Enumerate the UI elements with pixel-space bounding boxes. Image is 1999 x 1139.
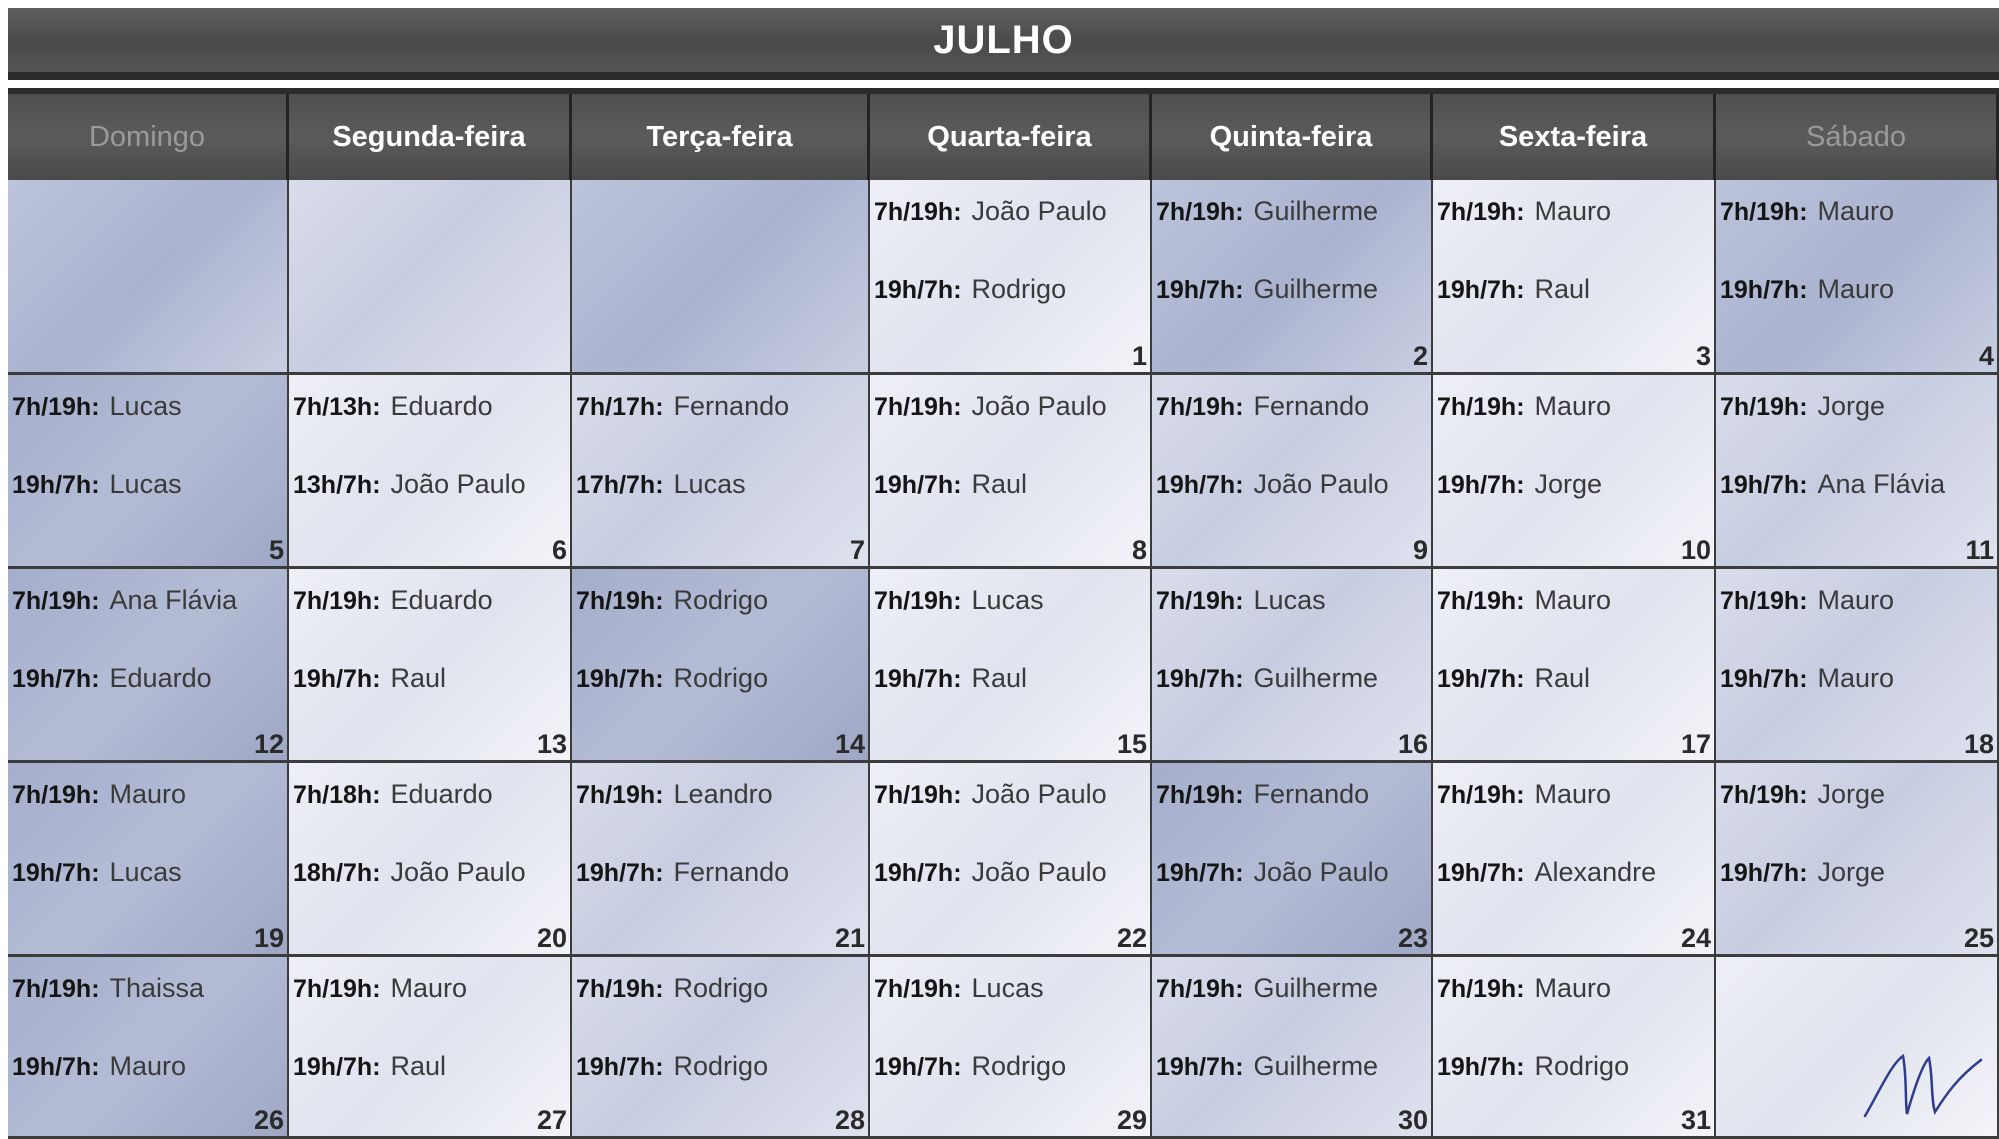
shift-time-label: 19h/7h:: [874, 665, 962, 693]
weekday-header: Sexta-feira: [1433, 94, 1716, 180]
shift-entry: [1437, 779, 1712, 810]
day-number: 15: [1116, 729, 1147, 759]
shift-entry: [1720, 469, 1995, 500]
shift-person-name: Mauro: [109, 779, 187, 809]
shift-time-label: 19h/7h:: [874, 859, 962, 887]
shift-entry: [293, 663, 568, 694]
weekday-header: Sábado: [1716, 94, 1999, 180]
shift-time-label: 7h/19h:: [293, 975, 381, 1003]
shift-person-name: João Paulo: [971, 196, 1107, 226]
day-cell: [1433, 957, 1716, 1139]
shift-person-name: Raul: [971, 469, 1028, 499]
shift-time-label: 13h/7h:: [293, 471, 381, 499]
day-number: 24: [1680, 923, 1711, 953]
shift-entry: [576, 779, 866, 810]
day-number: 13: [536, 729, 567, 759]
shift-time-label: 19h/7h:: [12, 859, 100, 887]
shift-entry: [874, 469, 1148, 500]
shift-time-label: 19h/7h:: [293, 1053, 381, 1081]
empty-day-cell: [289, 180, 572, 375]
shift-person-name: Guilherme: [1253, 973, 1379, 1003]
shift-time-label: 7h/19h:: [1437, 587, 1525, 615]
shift-entry: [1720, 391, 1995, 422]
shift-person-name: Fernando: [673, 857, 790, 887]
shift-entry: [1437, 857, 1712, 888]
day-number: 28: [834, 1105, 865, 1135]
shift-entry: [874, 663, 1148, 694]
shift-entry: [874, 973, 1148, 1004]
shift-time-label: 19h/7h:: [1720, 665, 1808, 693]
day-cell: [1716, 763, 1999, 957]
day-number: 5: [268, 535, 284, 565]
shift-time-label: 7h/19h:: [1720, 198, 1808, 226]
shift-time-label: 7h/19h:: [1156, 198, 1244, 226]
day-cell: [1152, 569, 1433, 763]
shift-time-label: 19h/7h:: [576, 859, 664, 887]
shift-entry: [1720, 779, 1995, 810]
shift-person-name: Lucas: [1253, 585, 1326, 615]
shift-time-label: 19h/7h:: [1437, 471, 1525, 499]
empty-day-cell: [1716, 957, 1999, 1139]
shift-time-label: 7h/19h:: [12, 975, 100, 1003]
shift-entry: [1720, 663, 1995, 694]
shift-time-label: 7h/19h:: [1437, 198, 1525, 226]
shift-time-label: 19h/7h:: [1156, 1053, 1244, 1081]
day-cell: [1152, 957, 1433, 1139]
day-cell: [289, 569, 572, 763]
shift-time-label: 19h/7h:: [576, 1053, 664, 1081]
shift-time-label: 19h/7h:: [1720, 859, 1808, 887]
shift-person-name: Mauro: [1534, 196, 1612, 226]
shift-entry: [1156, 973, 1429, 1004]
shift-time-label: 19h/7h:: [12, 1053, 100, 1081]
shift-entry: [874, 274, 1148, 305]
shift-person-name: Jorge: [1817, 391, 1886, 421]
day-cell: [870, 375, 1152, 569]
shift-person-name: Eduardo: [109, 663, 212, 693]
shift-time-label: 7h/19h:: [576, 781, 664, 809]
day-cell: [1716, 569, 1999, 763]
shift-time-label: 19h/7h:: [576, 665, 664, 693]
shift-person-name: Lucas: [109, 391, 182, 421]
shift-time-label: 7h/19h:: [12, 781, 100, 809]
weekday-header-row: [8, 94, 1999, 180]
shift-entry: [12, 391, 285, 422]
shift-time-label: 7h/19h:: [1437, 781, 1525, 809]
day-cell: [870, 763, 1152, 957]
shift-entry: [293, 857, 568, 888]
empty-day-cell: [572, 180, 870, 375]
shift-entry: [1720, 585, 1995, 616]
shift-person-name: Ana Flávia: [109, 585, 238, 615]
day-cell: [8, 763, 289, 957]
day-number: 14: [834, 729, 865, 759]
shift-time-label: 19h/7h:: [1720, 471, 1808, 499]
weekday-header: Quarta-feira: [870, 94, 1152, 180]
shift-person-name: Raul: [1534, 274, 1591, 304]
calendar-grid: [8, 180, 1999, 1139]
shift-person-name: Raul: [1534, 663, 1591, 693]
shift-person-name: Raul: [390, 663, 447, 693]
shift-person-name: Fernando: [673, 391, 790, 421]
day-cell: [1152, 180, 1433, 375]
shift-person-name: Jorge: [1817, 779, 1886, 809]
shift-time-label: 7h/19h:: [874, 781, 962, 809]
shift-person-name: Raul: [390, 1051, 447, 1081]
shift-person-name: Lucas: [109, 469, 182, 499]
day-cell: [870, 569, 1152, 763]
shift-time-label: 7h/19h:: [1720, 781, 1808, 809]
shift-person-name: Mauro: [1534, 391, 1612, 421]
shift-entry: [874, 391, 1148, 422]
day-cell: [870, 957, 1152, 1139]
shift-person-name: Jorge: [1534, 469, 1603, 499]
day-cell: [8, 957, 289, 1139]
day-cell: [1433, 180, 1716, 375]
shift-entry: [1156, 779, 1429, 810]
shift-entry: [1437, 663, 1712, 694]
weekday-header: Quinta-feira: [1152, 94, 1433, 180]
day-cell: [8, 375, 289, 569]
shift-time-label: 7h/19h:: [874, 198, 962, 226]
shift-entry: [1437, 391, 1712, 422]
shift-entry: [1720, 857, 1995, 888]
day-number: 20: [536, 923, 567, 953]
shift-person-name: Mauro: [1817, 663, 1895, 693]
shift-entry: [874, 585, 1148, 616]
shift-person-name: Eduardo: [390, 391, 493, 421]
day-number: 23: [1397, 923, 1428, 953]
shift-entry: [1437, 585, 1712, 616]
shift-entry: [1156, 196, 1429, 227]
day-number: 7: [849, 535, 865, 565]
day-number: 3: [1695, 341, 1711, 371]
shift-entry: [1437, 469, 1712, 500]
empty-day-cell: [8, 180, 289, 375]
shift-person-name: Mauro: [109, 1051, 187, 1081]
shift-time-label: 19h/7h:: [1156, 665, 1244, 693]
shift-time-label: 19h/7h:: [1156, 471, 1244, 499]
shift-person-name: Guilherme: [1253, 1051, 1379, 1081]
shift-person-name: Rodrigo: [673, 585, 769, 615]
day-cell: [572, 957, 870, 1139]
shift-entry: [293, 469, 568, 500]
shift-entry: [1720, 274, 1995, 305]
shift-time-label: 7h/19h:: [1437, 393, 1525, 421]
shift-entry: [293, 1051, 568, 1082]
day-cell: [1433, 375, 1716, 569]
shift-person-name: Rodrigo: [673, 663, 769, 693]
shift-person-name: Lucas: [673, 469, 746, 499]
day-cell: [1433, 763, 1716, 957]
shift-time-label: 7h/19h:: [576, 975, 664, 1003]
day-number: 16: [1397, 729, 1428, 759]
day-number: 18: [1963, 729, 1994, 759]
day-number: 27: [536, 1105, 567, 1135]
shift-person-name: João Paulo: [1253, 857, 1389, 887]
shift-entry: [1156, 585, 1429, 616]
day-number: 30: [1397, 1105, 1428, 1135]
day-cell: [8, 569, 289, 763]
weekday-header: Terça-feira: [572, 94, 870, 180]
shift-time-label: 7h/19h:: [1156, 781, 1244, 809]
shift-time-label: 7h/19h:: [12, 393, 100, 421]
day-number: 9: [1412, 535, 1428, 565]
shift-entry: [1156, 857, 1429, 888]
day-number: 1: [1131, 341, 1147, 371]
calendar: [8, 8, 1999, 1139]
shift-entry: [576, 663, 866, 694]
shift-person-name: Eduardo: [390, 585, 493, 615]
shift-entry: [576, 973, 866, 1004]
day-number: 6: [551, 535, 567, 565]
shift-time-label: 19h/7h:: [1156, 276, 1244, 304]
shift-person-name: Raul: [971, 663, 1028, 693]
shift-person-name: Fernando: [1253, 391, 1370, 421]
weekday-header: Domingo: [8, 94, 289, 180]
shift-entry: [1156, 469, 1429, 500]
signature-icon: [1857, 1016, 1997, 1136]
day-cell: [289, 763, 572, 957]
shift-entry: [874, 857, 1148, 888]
day-number: 21: [834, 923, 865, 953]
shift-entry: [1156, 1051, 1429, 1082]
shift-person-name: João Paulo: [390, 469, 526, 499]
month-title: JULHO: [8, 8, 1999, 72]
shift-entry: [874, 196, 1148, 227]
shift-time-label: 7h/19h:: [874, 587, 962, 615]
shift-time-label: 19h/7h:: [1437, 665, 1525, 693]
day-number: 25: [1963, 923, 1994, 953]
shift-time-label: 7h/17h:: [576, 393, 664, 421]
shift-time-label: 7h/19h:: [1720, 393, 1808, 421]
day-number: 19: [253, 923, 284, 953]
shift-time-label: 19h/7h:: [1437, 276, 1525, 304]
shift-entry: [293, 391, 568, 422]
shift-time-label: 7h/19h:: [293, 587, 381, 615]
shift-time-label: 19h/7h:: [12, 665, 100, 693]
shift-person-name: Mauro: [1817, 274, 1895, 304]
day-number: 8: [1131, 535, 1147, 565]
shift-person-name: Rodrigo: [673, 973, 769, 1003]
shift-time-label: 19h/7h:: [1156, 859, 1244, 887]
shift-time-label: 19h/7h:: [1720, 276, 1808, 304]
shift-person-name: João Paulo: [1253, 469, 1389, 499]
shift-person-name: Eduardo: [390, 779, 493, 809]
shift-entry: [293, 779, 568, 810]
day-cell: [870, 180, 1152, 375]
shift-person-name: Fernando: [1253, 779, 1370, 809]
day-number: 22: [1116, 923, 1147, 953]
shift-entry: [293, 585, 568, 616]
day-cell: [1716, 375, 1999, 569]
shift-entry: [576, 585, 866, 616]
shift-entry: [12, 469, 285, 500]
day-cell: [1152, 375, 1433, 569]
shift-entry: [12, 973, 285, 1004]
day-cell: [1716, 180, 1999, 375]
shift-person-name: Jorge: [1817, 857, 1886, 887]
shift-entry: [12, 663, 285, 694]
day-number: 10: [1680, 535, 1711, 565]
shift-person-name: Mauro: [390, 973, 468, 1003]
weekday-header: Segunda-feira: [289, 94, 572, 180]
shift-person-name: João Paulo: [971, 391, 1107, 421]
shift-entry: [576, 391, 866, 422]
shift-entry: [576, 1051, 866, 1082]
shift-entry: [12, 779, 285, 810]
shift-person-name: Lucas: [971, 585, 1044, 615]
shift-entry: [1156, 391, 1429, 422]
shift-time-label: 7h/19h:: [874, 393, 962, 421]
shift-person-name: Rodrigo: [673, 1051, 769, 1081]
shift-time-label: 7h/19h:: [576, 587, 664, 615]
shift-entry: [1720, 196, 1995, 227]
day-number: 26: [253, 1105, 284, 1135]
shift-person-name: Ana Flávia: [1817, 469, 1946, 499]
day-number: 17: [1680, 729, 1711, 759]
day-cell: [572, 375, 870, 569]
day-number: 11: [1965, 535, 1994, 565]
shift-entry: [293, 973, 568, 1004]
shift-person-name: Rodrigo: [971, 274, 1067, 304]
shift-person-name: Guilherme: [1253, 196, 1379, 226]
day-cell: [289, 957, 572, 1139]
shift-time-label: 7h/19h:: [1437, 975, 1525, 1003]
shift-time-label: 7h/19h:: [12, 587, 100, 615]
day-number: 2: [1412, 341, 1428, 371]
shift-person-name: Alexandre: [1534, 857, 1657, 887]
shift-entry: [576, 857, 866, 888]
shift-time-label: 7h/13h:: [293, 393, 381, 421]
shift-time-label: 7h/19h:: [1156, 975, 1244, 1003]
shift-person-name: Mauro: [1817, 196, 1895, 226]
day-cell: [1433, 569, 1716, 763]
title-divider: [8, 80, 1999, 88]
shift-entry: [874, 779, 1148, 810]
shift-time-label: 19h/7h:: [1437, 859, 1525, 887]
shift-person-name: Leandro: [673, 779, 773, 809]
day-cell: [1152, 763, 1433, 957]
shift-person-name: Lucas: [109, 857, 182, 887]
shift-person-name: João Paulo: [971, 779, 1107, 809]
day-number: 12: [253, 729, 284, 759]
day-number: 29: [1116, 1105, 1147, 1135]
shift-person-name: Mauro: [1817, 585, 1895, 615]
shift-person-name: Mauro: [1534, 779, 1612, 809]
shift-time-label: 19h/7h:: [874, 1053, 962, 1081]
shift-time-label: 7h/19h:: [1720, 587, 1808, 615]
shift-time-label: 17h/7h:: [576, 471, 664, 499]
shift-person-name: Lucas: [971, 973, 1044, 1003]
day-cell: [572, 569, 870, 763]
shift-time-label: 19h/7h:: [874, 276, 962, 304]
shift-person-name: João Paulo: [390, 857, 526, 887]
shift-entry: [1437, 196, 1712, 227]
shift-person-name: Mauro: [1534, 585, 1612, 615]
shift-time-label: 7h/19h:: [1156, 587, 1244, 615]
shift-time-label: 19h/7h:: [874, 471, 962, 499]
shift-entry: [1437, 973, 1712, 1004]
shift-person-name: Mauro: [1534, 973, 1612, 1003]
shift-entry: [1437, 1051, 1712, 1082]
shift-time-label: 7h/18h:: [293, 781, 381, 809]
shift-time-label: 19h/7h:: [12, 471, 100, 499]
shift-entry: [1156, 663, 1429, 694]
shift-entry: [576, 469, 866, 500]
shift-person-name: Guilherme: [1253, 274, 1379, 304]
day-number: 4: [1978, 341, 1994, 371]
shift-time-label: 18h/7h:: [293, 859, 381, 887]
shift-time-label: 7h/19h:: [874, 975, 962, 1003]
shift-entry: [1437, 274, 1712, 305]
shift-person-name: João Paulo: [971, 857, 1107, 887]
shift-time-label: 19h/7h:: [293, 665, 381, 693]
day-cell: [572, 763, 870, 957]
shift-person-name: Guilherme: [1253, 663, 1379, 693]
shift-person-name: Thaissa: [109, 973, 205, 1003]
shift-entry: [12, 1051, 285, 1082]
shift-time-label: 7h/19h:: [1156, 393, 1244, 421]
shift-entry: [1156, 274, 1429, 305]
shift-time-label: 19h/7h:: [1437, 1053, 1525, 1081]
shift-person-name: Rodrigo: [1534, 1051, 1630, 1081]
day-number: 31: [1680, 1105, 1711, 1135]
shift-entry: [874, 1051, 1148, 1082]
shift-entry: [12, 585, 285, 616]
shift-person-name: Rodrigo: [971, 1051, 1067, 1081]
day-cell: [289, 375, 572, 569]
shift-entry: [12, 857, 285, 888]
